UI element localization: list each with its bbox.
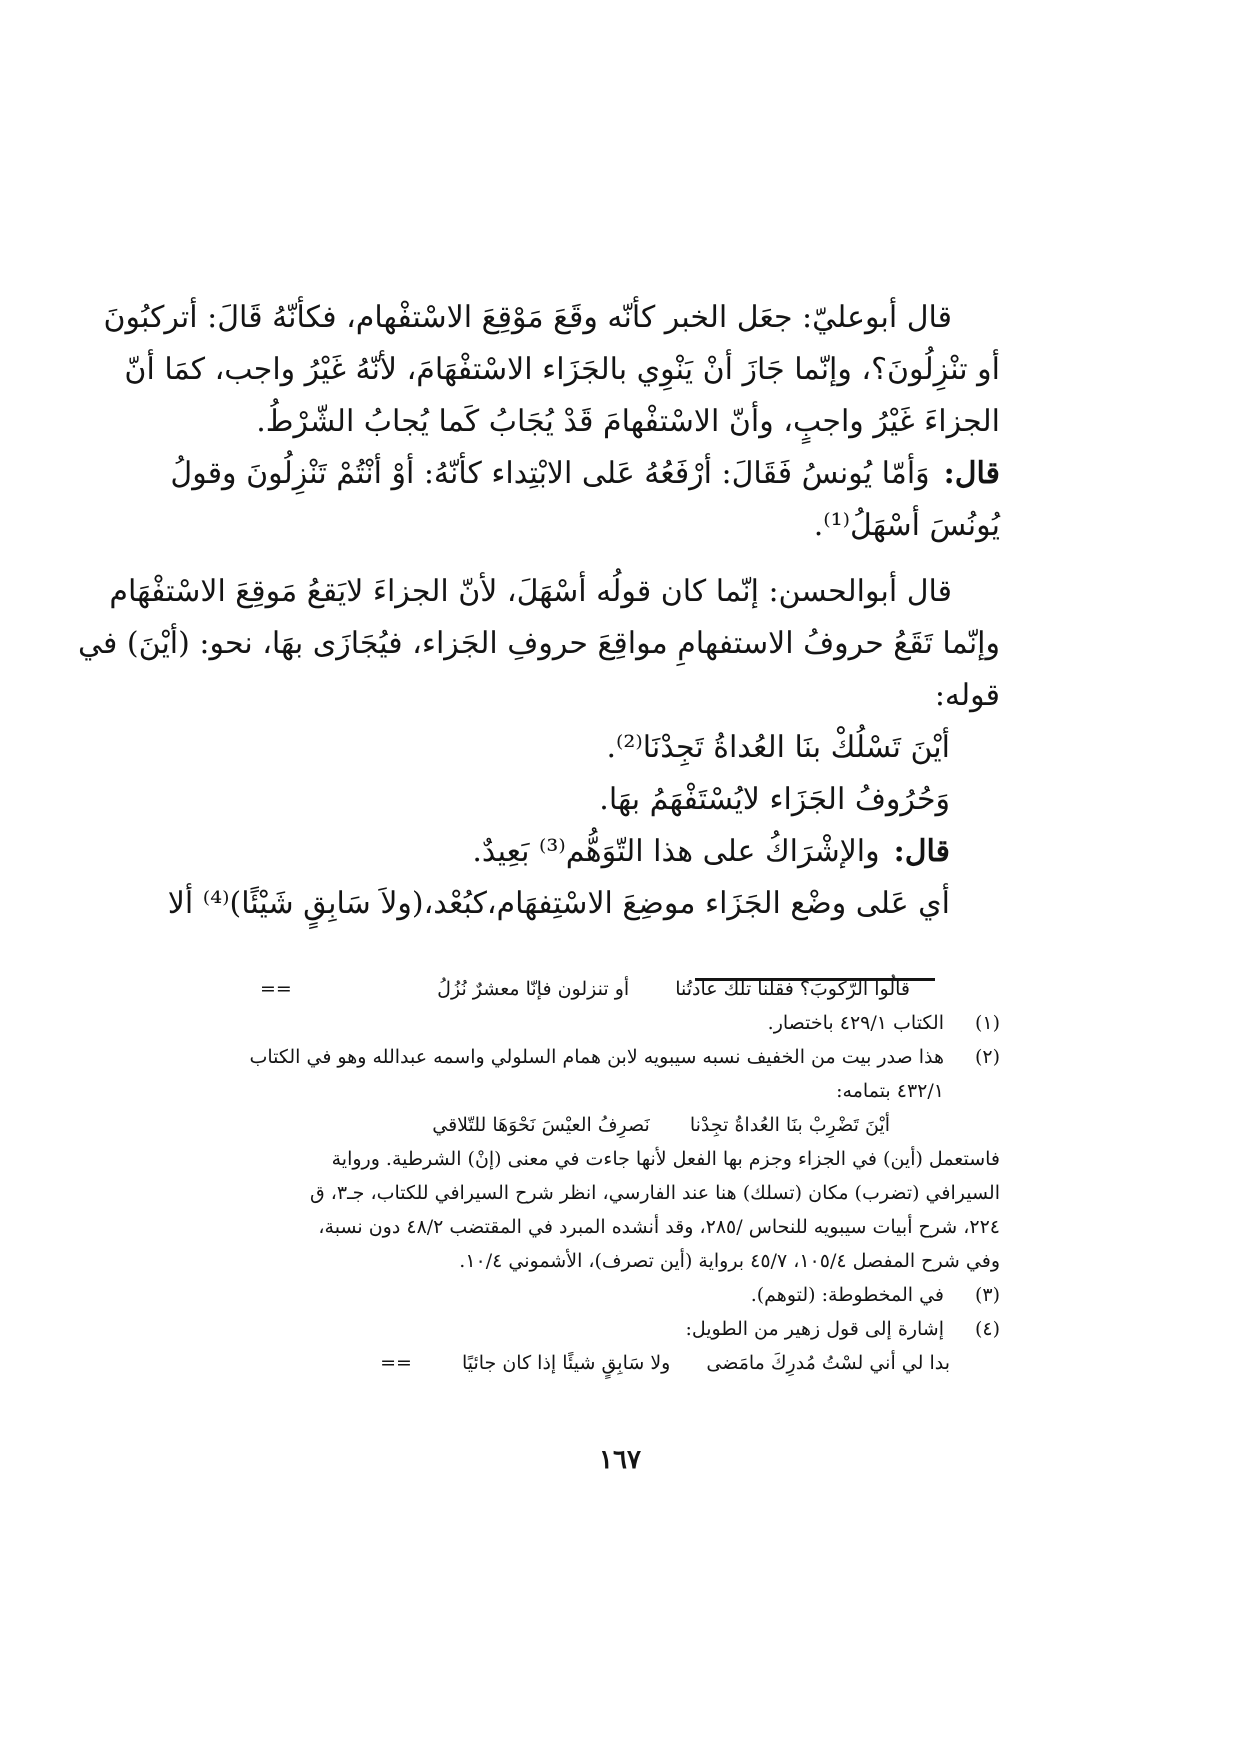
- footnote-text: ٤٣٢/١ بتمامه:: [836, 1080, 944, 1102]
- footnote-text: السيرافي (تضرب) مكان (تسلك) هنا عند الفارسي، انظر شرح السيرافي للكتاب، جـ٣، ق: [309, 1182, 1000, 1204]
- footnote-number: (٤): [974, 1318, 1000, 1340]
- quoted-verse: أيْنَ تَسْلُكْ بنَا العُداةُ تَجِدْنَا⁽²⁾.: [606, 730, 950, 765]
- paragraph-2-text: وَأمّا يُونسُ فَقَالَ: أرْفَعُهُ عَلى الابْتِداء كأنّهُ: أوْ أنْتُمْ تَنْزِلُونَ وقولُ: [170, 456, 930, 491]
- verse-half-2: ولا سَابِقٍ شيئًا إذا كان جائيًا: [461, 1352, 671, 1374]
- huruf-line: وَحُرُوفُ الجَزَاء لايُسْتَفْهَمُ بهَا.: [599, 782, 950, 817]
- paragraph-5: أي عَلى وضْع الجَزَاء موضِعَ الاسْتِفهَام،كبُعْد،(ولاَ سَابِقٍ شَيْئًا)⁽⁴⁾ ألا: [167, 886, 950, 921]
- qala-keyword: قال:: [943, 456, 1000, 491]
- main-text: [78, 292, 1000, 930]
- footnote-number: (٢): [974, 1046, 1000, 1068]
- footnote-text: في المخطوطة: (لتوهم).: [750, 1284, 944, 1306]
- verse-half-1: أيْنَ تَضْرِبْ بنَا العُداةُ تجِدْنا: [689, 1114, 890, 1136]
- verse-half-2: أو تنزلون فإنّا معشرٌ نُزُلُ: [437, 978, 630, 1000]
- paragraph-4-text: والإشْرَاكُ على هذا التّوَهُّم⁽³⁾ بَعِيدٌ.: [472, 834, 880, 869]
- footnote-2: [240, 1040, 1000, 1108]
- paragraph-1-line-1: قال أبوعليّ: جعَل الخبر كأنّه وقَعَ مَوْقِعَ الاسْتفْهام، فكأنّهُ قَالَ: أتركبُونَ: [103, 300, 952, 335]
- footnote-text: فاستعمل (أين) في الجزاء وجزم بها الفعل لأنها جاءت في معنى (إنْ) الشرطية. ورواية: [331, 1148, 1000, 1170]
- page-number: ١٦٧: [599, 1445, 641, 1475]
- footnote-text: الكتاب ٤٢٩/١ باختصار.: [767, 1012, 944, 1034]
- paragraph-3-line-3: قوله:: [934, 678, 1000, 713]
- footnote-number: (١): [974, 1012, 1000, 1034]
- qala-keyword: قال:: [893, 834, 950, 869]
- footnote-2-verse: [240, 1108, 1000, 1142]
- paragraph-3-line-1: قال أبوالحسن: إنّما كان قولُه أسْهَلَ، لأنّ الجزاءَ لايَقعُ مَوقِعَ الاسْتفْهَام: [109, 574, 952, 609]
- continuation-marker: ==: [260, 978, 292, 1000]
- footnote-text: وفي شرح المفصل ١٠٥/٤، ٤٥/٧ برواية (أين تصرف)، الأشموني ١٠/٤.: [459, 1250, 1000, 1272]
- footnote-3: [240, 1278, 1000, 1312]
- footnote-text: إشارة إلى قول زهير من الطويل:: [685, 1318, 944, 1340]
- paragraph-3-line-2: وإنّما تَقَعُ حروفُ الاستفهامِ مواقِعَ حروفِ الجَزاء، فيُجَازَى بهَا، نحو: (أيْنَ) في: [78, 626, 1000, 661]
- paragraph-2-line-1: [170, 448, 1000, 500]
- footnote-continuation: [240, 972, 1000, 1006]
- footnote-number: (٣): [974, 1284, 1000, 1306]
- paragraph-1-line-3: الجزاءَ غَيْرُ واجبٍ، وأنّ الاسْتفْهامَ قَدْ يُجَابُ كَما يُجابُ الشّرْطُ.: [256, 404, 1000, 439]
- verse-half-1: بدا لي أني لسْتُ مُدرِكَ مامَضى: [706, 1352, 950, 1374]
- footnote-4: [240, 1312, 1000, 1346]
- continuation-marker: ==: [380, 1352, 412, 1374]
- paragraph-1-line-2: أو تنْزِلُونَ؟، وإنّما جَازَ أنْ يَنْوِي بالجَزَاء الاسْتفْهَامَ، لأنّهُ غَيْرُ واجب، كمَا أنّ: [124, 352, 1000, 387]
- verse-half-2: نَصرِفُ العيْسَ نَحْوَهَا للتّلاقي: [432, 1114, 650, 1136]
- footnotes: [240, 972, 1000, 1380]
- paragraph-4: [240, 826, 1000, 878]
- paragraph-2-line-2: يُونُسَ أسْهَلُ⁽¹⁾.: [813, 508, 1000, 543]
- footnote-text: هذا صدر بيت من الخفيف نسبه سيبويه لابن همام السلولي واسمه عبدالله وهو في الكتاب: [249, 1046, 944, 1068]
- footnote-1: [240, 1006, 1000, 1040]
- footnote-text: ٢٢٤، شرح أبيات سيبويه للنحاس /٢٨٥، وقد أنشده المبرد في المقتضب ٤٨/٢ دون نسبة،: [318, 1216, 1000, 1238]
- footnote-4-verse: [240, 1346, 1000, 1380]
- verse-half-1: قالُوا الرّكوبَ؟ فقلنا تلك عادتُنا: [675, 978, 910, 1000]
